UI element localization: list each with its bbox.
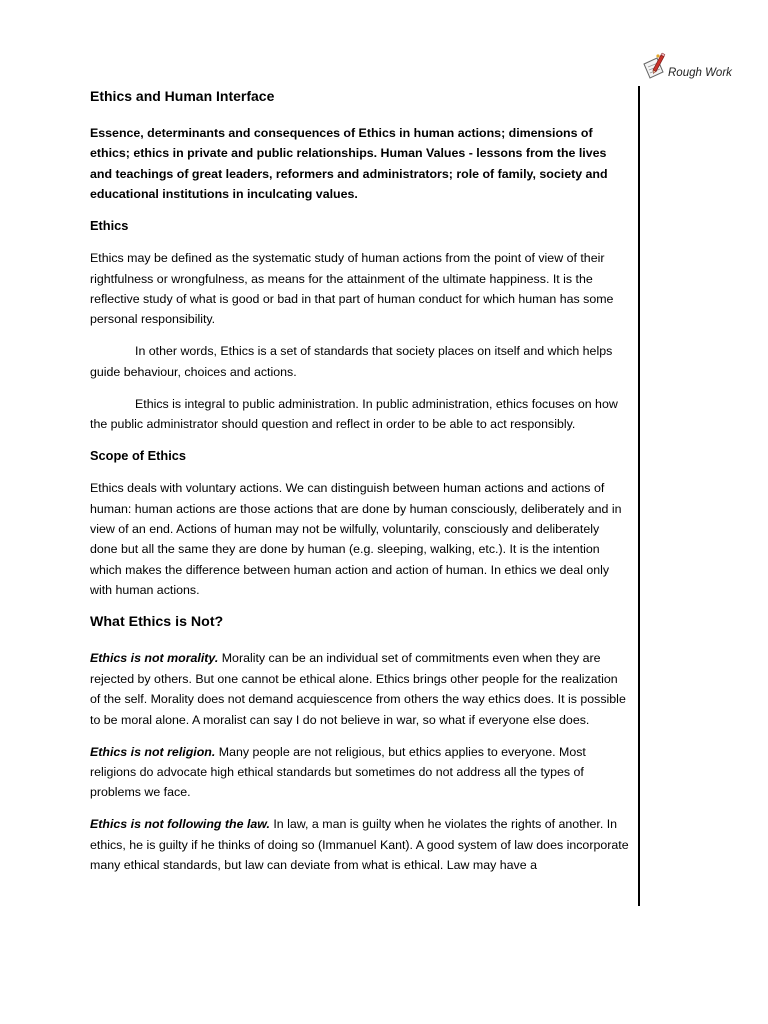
- pencil-paper-icon: [641, 52, 667, 80]
- not-morality-lead: Ethics is not morality.: [90, 651, 219, 666]
- ethics-public-admin-paragraph: Ethics is integral to public administration. In public administration, ethics focuses on how the public administrator should question and reflect in order to be able to act responsibly.: [90, 396, 618, 432]
- ethics-heading: Ethics: [90, 218, 129, 234]
- not-religion-lead: Ethics is not religion.: [90, 744, 216, 759]
- not-morality-text: Morality can be an individual set of commitments even when they are rejected by others. But one cannot be ethical alone. Ethics brings other people for the realization of the self. Morality does not demand acquiescence from others the way ethics does. It is possible to be moral alone. A moralist can say I do not believe in war, so what if everyone else does.: [90, 651, 626, 727]
- what-ethics-is-not-heading: What Ethics is Not?: [90, 614, 224, 631]
- rough-work-note: [641, 52, 756, 88]
- not-law-text: In law, a man is guilty when he violates the rights of another. In ethics, he is guilty if he thinks of doing so (Immanuel Kant). A good system of law does incorporate many ethical standards, but law can deviate from what is ethical. Law may have a: [90, 817, 629, 873]
- syllabus-paragraph: Essence, determinants and consequences of Ethics in human actions; dimensions of ethics; ethics in private and public relationships. Human Values - lessons from the lives and teachings of great leaders, reformers and administrators; role of family, society and educational institutions in inculcating values.: [90, 126, 608, 202]
- scope-heading: Scope of Ethics: [90, 448, 186, 464]
- rough-work-label: Rough Work: [668, 67, 732, 79]
- not-religion-paragraph: [90, 742, 630, 803]
- document-body: [90, 86, 630, 887]
- not-law-paragraph: [90, 814, 630, 875]
- ethics-definition-paragraph: Ethics may be defined as the systematic study of human actions from the point of view of their rightfulness or wrongfulness, as means for the attainment of the ultimate happiness. It is the reflective study of what is good or bad in that part of human conduct for which human has some personal responsibility.: [90, 251, 614, 327]
- not-law-lead: Ethics is not following the law.: [90, 817, 270, 832]
- page-title: Ethics and Human Interface: [90, 88, 275, 104]
- scope-paragraph: Ethics deals with voluntary actions. We can distinguish between human actions and actions of human: human actions are those actions that are done by human consciously, deliberately and in view of an end. Actions of human may not be wilfully, voluntarily, consciously and deliberately done but all the same they are done by human (e.g. sleeping, walking, etc.). It is the intention which makes the difference between human action and action of human. In ethics we deal only with human actions.: [90, 481, 622, 598]
- ethics-other-words-paragraph: In other words, Ethics is a set of standards that society places on itself and which helps guide behaviour, choices and actions.: [90, 344, 613, 379]
- not-morality-paragraph: [90, 648, 630, 730]
- margin-divider: [638, 86, 640, 906]
- not-religion-text: Many people are not religious, but ethics applies to everyone. Most religions do advocate high ethical standards but sometimes do not address all the types of problems we face.: [90, 744, 586, 800]
